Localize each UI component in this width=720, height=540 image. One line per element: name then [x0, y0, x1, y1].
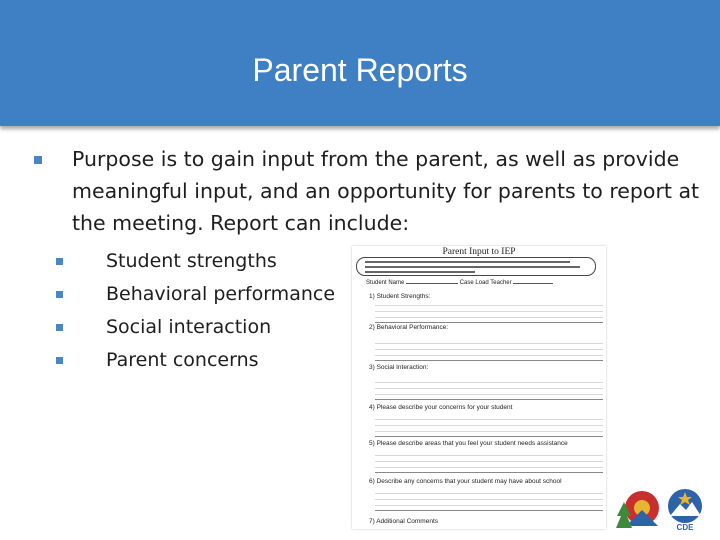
- colorado-tree-mountain-logo-icon: [612, 486, 662, 532]
- form-question-4: 4) Please describe your concerns for your student: [369, 404, 513, 411]
- answer-lines: [375, 450, 603, 473]
- sub-bullet-list: [56, 245, 335, 377]
- square-bullet-icon: [56, 324, 63, 331]
- answer-lines: [375, 300, 603, 323]
- square-bullet-icon: [34, 156, 42, 164]
- form-question-2: 2) Behavioral Performance:: [369, 324, 449, 331]
- square-bullet-icon: [56, 258, 63, 265]
- answer-lines: [375, 488, 603, 511]
- form-question-6: 6) Describe any concerns that your student may have about school: [369, 478, 562, 485]
- form-question-3: 3) Social Interaction:: [369, 364, 429, 371]
- sub-bullet-text: Parent concerns: [106, 349, 259, 371]
- sub-bullet-item: [56, 278, 335, 311]
- slide-title: Parent Reports: [252, 52, 468, 88]
- intro-text-line: [365, 271, 475, 273]
- cde-logo-text: CDE: [676, 523, 694, 532]
- answer-lines: [375, 377, 603, 400]
- form-question-5: 5) Please describe areas that you feel your student needs assistance: [369, 440, 568, 447]
- main-bullet-item: [34, 143, 704, 239]
- student-name-label: Student Name: [366, 280, 405, 286]
- sub-bullet-text: Social interaction: [106, 316, 272, 338]
- teacher-line: [513, 283, 553, 284]
- form-question-1: 1) Student Strengths:: [369, 293, 431, 300]
- sub-bullet-text: Student strengths: [106, 250, 277, 272]
- form-question-7: 7) Additional Comments: [369, 518, 439, 525]
- intro-text-line: [365, 266, 580, 268]
- bullet-list: [34, 143, 704, 239]
- cde-mountain-star-logo-icon: [662, 486, 708, 532]
- intro-text-line: [365, 261, 570, 263]
- case-load-teacher-label: Case Load Teacher: [459, 280, 512, 286]
- square-bullet-icon: [56, 357, 63, 364]
- sub-bullet-text: Behavioral performance: [106, 283, 336, 305]
- title-bar: [0, 0, 720, 126]
- sub-bullet-item: [56, 344, 335, 377]
- answer-lines: [375, 338, 603, 361]
- form-title: Parent Input to IEP: [442, 247, 516, 257]
- answer-lines: [375, 414, 603, 437]
- form-intro-box: [356, 257, 596, 276]
- name-line: [406, 283, 458, 284]
- form-student-row: [366, 279, 553, 287]
- square-bullet-icon: [56, 291, 63, 298]
- main-bullet-text: Purpose is to gain input from the parent, as well as provide meaningful input, and an opportunity for parents to report at the meeting. Report can include:: [72, 147, 700, 235]
- parent-input-form-image: [352, 246, 606, 529]
- sub-bullet-item: [56, 245, 335, 278]
- sub-bullet-item: [56, 311, 335, 344]
